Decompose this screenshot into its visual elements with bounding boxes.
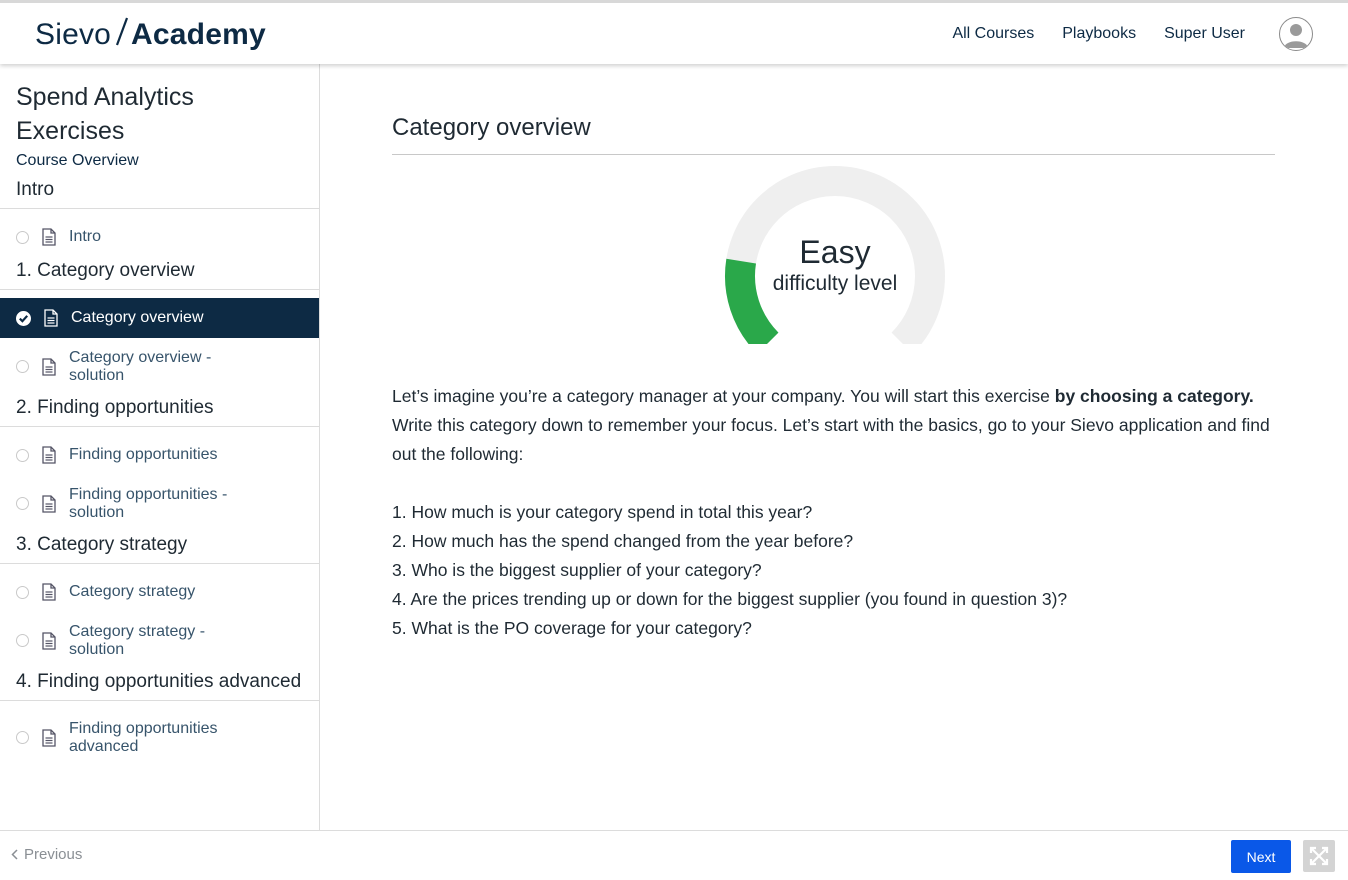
status-circle-icon bbox=[16, 360, 29, 373]
completed-check-icon bbox=[16, 311, 31, 326]
fullscreen-icon[interactable] bbox=[1303, 840, 1335, 872]
lesson-item-finding-opportunities-solution[interactable] bbox=[0, 475, 319, 532]
difficulty-level-caption: difficulty level bbox=[772, 272, 898, 295]
top-nav bbox=[952, 3, 1348, 64]
intro-paragraph bbox=[392, 382, 1282, 469]
course-sidebar bbox=[0, 64, 320, 830]
document-icon bbox=[41, 358, 57, 376]
status-circle-icon bbox=[16, 731, 29, 744]
lesson-item-finding-opportunities-advanced[interactable] bbox=[0, 709, 319, 766]
status-circle-icon bbox=[16, 497, 29, 510]
document-icon bbox=[41, 446, 57, 464]
question-item: 3. Who is the biggest supplier of your category? bbox=[392, 560, 762, 580]
lesson-item-category-strategy[interactable] bbox=[0, 572, 319, 612]
document-icon bbox=[41, 495, 57, 513]
logo-word-academy: Academy bbox=[131, 18, 266, 51]
status-circle-icon bbox=[16, 231, 29, 244]
section-header-intro: Intro bbox=[0, 170, 319, 209]
lesson-item-category-strategy-solution[interactable] bbox=[0, 612, 319, 669]
lesson-item-category-overview-solution[interactable] bbox=[0, 338, 319, 395]
document-icon bbox=[41, 583, 57, 601]
question-item: 2. How much has the spend changed from the year before? bbox=[392, 531, 854, 551]
status-circle-icon bbox=[16, 634, 29, 647]
lesson-content bbox=[320, 64, 1348, 830]
chevron-left-icon bbox=[11, 849, 18, 860]
lesson-label: Finding opportunities advanced bbox=[69, 719, 218, 755]
intro-text-tail: Write this category down to remember your focus. Let’s start with the basics, go to your Sievo application and find out the following: bbox=[392, 415, 1270, 464]
question-item: 5. What is the PO coverage for your category? bbox=[392, 618, 752, 638]
lesson-item-intro[interactable] bbox=[0, 217, 319, 257]
section-header-category-strategy: 3. Category strategy bbox=[0, 532, 319, 564]
lesson-item-finding-opportunities[interactable] bbox=[0, 435, 319, 475]
intro-bold-text: by choosing a category. bbox=[1054, 386, 1254, 406]
course-title: Spend Analytics Exercises bbox=[16, 83, 194, 145]
section-header-category-overview: 1. Category overview bbox=[0, 257, 319, 290]
lesson-label: Category overview - solution bbox=[69, 348, 212, 384]
next-button[interactable]: Next bbox=[1231, 840, 1291, 873]
lesson-label: Intro bbox=[69, 228, 102, 245]
title-divider bbox=[392, 154, 1275, 155]
status-circle-icon bbox=[16, 586, 29, 599]
question-item: 4. Are the prices trending up or down for the biggest supplier (you found in question 3)? bbox=[392, 589, 1068, 609]
top-bar bbox=[0, 0, 1348, 64]
intro-text: Let’s imagine you’re a category manager at your company. You will start this exercise bbox=[392, 386, 1055, 406]
question-item: 1. How much is your category spend in total this year? bbox=[392, 502, 813, 522]
status-circle-icon bbox=[16, 449, 29, 462]
exercise-instructions bbox=[392, 382, 1282, 643]
user-avatar-icon[interactable] bbox=[1279, 17, 1313, 51]
lesson-item-category-overview[interactable] bbox=[0, 298, 319, 338]
document-icon bbox=[41, 729, 57, 747]
lesson-label: Finding opportunities - solution bbox=[69, 485, 228, 521]
document-icon bbox=[41, 632, 57, 650]
document-icon bbox=[41, 228, 57, 246]
nav-all-courses[interactable]: All Courses bbox=[952, 24, 1035, 42]
footer-bar bbox=[0, 830, 1348, 880]
lesson-label: Finding opportunities bbox=[69, 446, 218, 463]
course-overview-link[interactable]: Course Overview bbox=[16, 152, 139, 169]
lesson-label: Category overview bbox=[71, 309, 204, 326]
previous-label: Previous bbox=[24, 846, 83, 863]
previous-button[interactable] bbox=[11, 846, 82, 863]
difficulty-gauge bbox=[715, 164, 955, 344]
difficulty-level-value: Easy bbox=[799, 234, 871, 270]
lesson-label: Category strategy - solution bbox=[69, 622, 206, 658]
logo-word-sievo: Sievo bbox=[35, 18, 112, 51]
section-header-finding-opportunities-advanced: 4. Finding opportunities advanced bbox=[0, 669, 320, 701]
nav-playbooks[interactable]: Playbooks bbox=[1062, 24, 1137, 42]
section-header-finding-opportunities: 2. Finding opportunities bbox=[0, 395, 319, 427]
lesson-label: Category strategy bbox=[69, 583, 196, 600]
page-title: Category overview bbox=[392, 114, 591, 141]
logo-slash-icon bbox=[115, 15, 129, 55]
nav-super-user[interactable]: Super User bbox=[1164, 24, 1245, 42]
sievo-academy-logo[interactable] bbox=[35, 15, 266, 55]
document-icon bbox=[43, 309, 59, 327]
